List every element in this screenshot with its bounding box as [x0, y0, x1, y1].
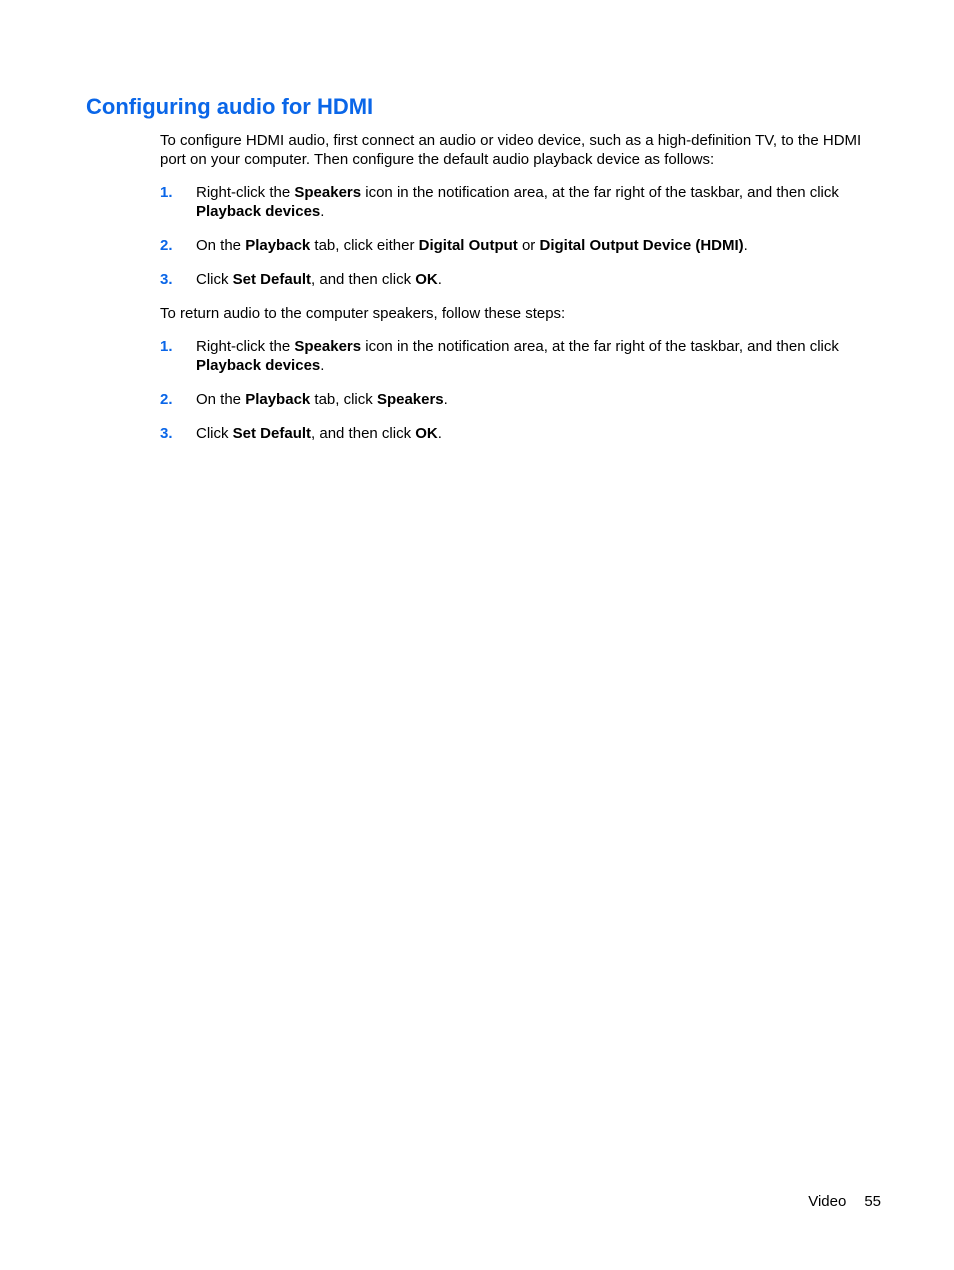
return-steps-list: [160, 337, 888, 443]
hdmi-steps-list: [160, 183, 888, 289]
list-item: 2. On the Playback tab, click either Digital Output or Digital Output Device (HDMI).: [160, 237, 748, 254]
step-number: 2.: [160, 237, 173, 254]
step-number: 1.: [160, 184, 173, 201]
list-item: 3. Click Set Default, and then click OK.: [160, 425, 442, 442]
step-number: 2.: [160, 391, 173, 408]
list-item: 3. Click Set Default, and then click OK.: [160, 271, 442, 288]
content: [160, 131, 888, 458]
step-number: 3.: [160, 425, 173, 442]
return-paragraph: To return audio to the computer speakers, follow these steps:: [160, 305, 566, 322]
page-footer: [808, 1192, 881, 1211]
page-title: Configuring audio for HDMI: [86, 94, 374, 119]
list-item: 2. On the Playback tab, click Speakers.: [160, 391, 448, 408]
step-number: 3.: [160, 271, 173, 288]
intro-paragraph: To configure HDMI audio, first connect an audio or video device, such as a high-definition TV, to the HDMI port on your computer. Then configure the default audio playback device as follows:: [160, 132, 862, 168]
page-number: 55: [864, 1193, 881, 1210]
step-number: 1.: [160, 338, 173, 355]
list-item: 1. Right-click the Speakers icon in the notification area, at the far right of the taskbar, and then click Playback devices.: [160, 338, 839, 374]
list-item: 1. Right-click the Speakers icon in the notification area, at the far right of the taskbar, and then click Playback devices.: [160, 184, 839, 220]
footer-section: Video: [808, 1193, 847, 1210]
